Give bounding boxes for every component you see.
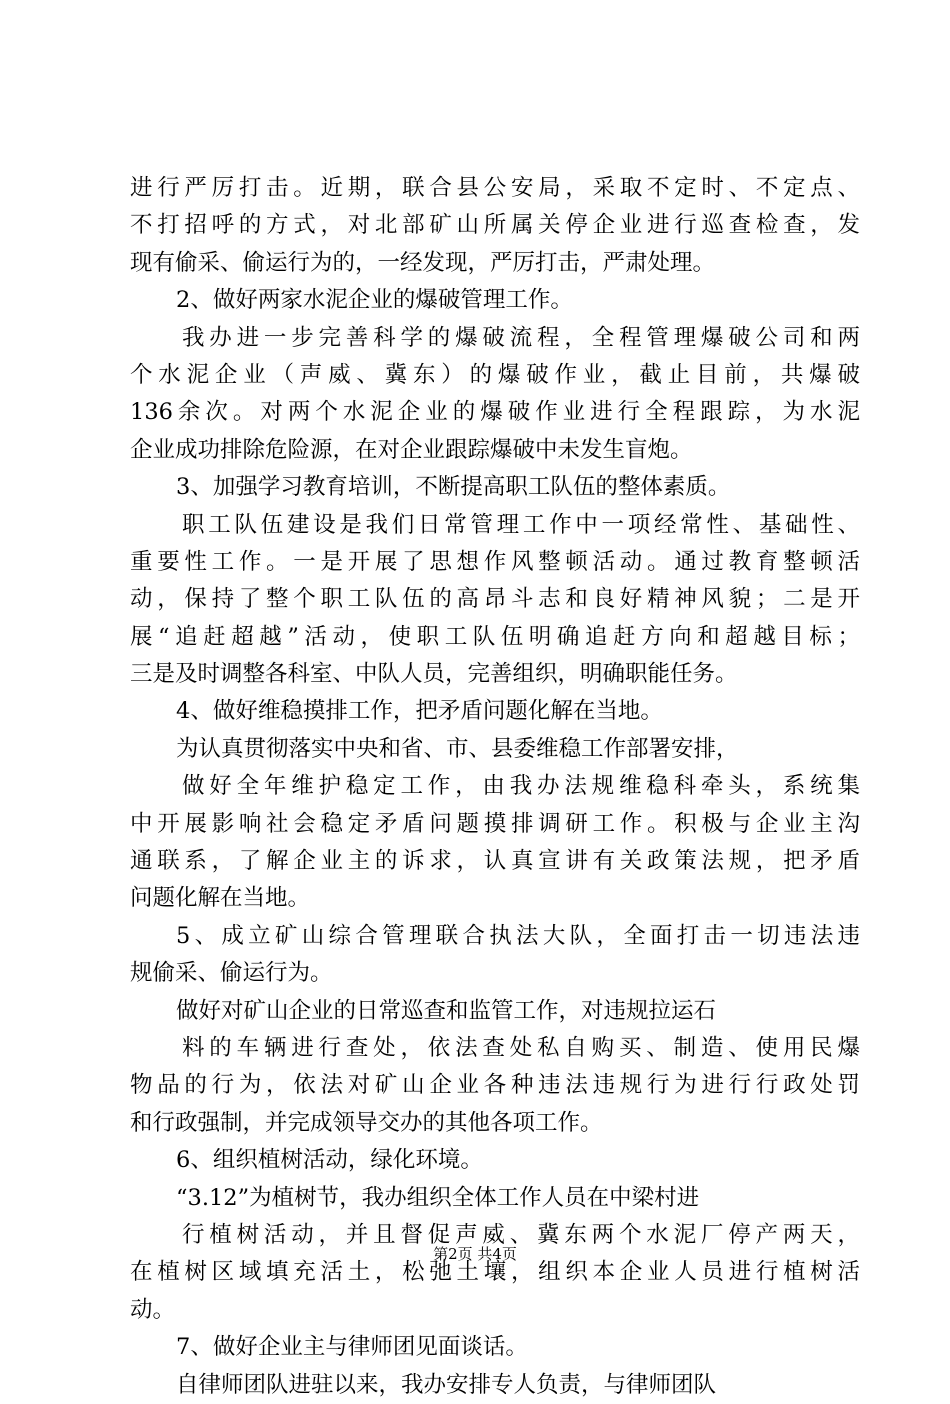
section-heading: 3、加强学习教育培训，不断提高职工队伍的整体素质。 [176, 474, 731, 501]
text-line: 三是及时调整各科室、中队人员，完善组织，明确职能任务。 [130, 661, 738, 688]
text-line: 展“追赶超越”活动，使职工队伍明确追赶方向和超越目标； [130, 623, 860, 650]
section-heading: 7、做好企业主与律师团见面谈话。 [176, 1334, 528, 1361]
text-line: 进行严厉打击。近期，联合县公安局，采取不定时、不定点、 [130, 175, 860, 201]
text-line: 现有偷采、偷运行为的，一经发现，严厉打击，严肃处理。 [130, 249, 716, 276]
text-line: 行植树活动，并且督促声威、冀东两个水泥厂停产两天， [182, 1221, 860, 1248]
text-line: 料的车辆进行查处，依法查处私自购买、制造、使用民爆 [182, 1034, 860, 1061]
text-line: 做好对矿山企业的日常巡查和监管工作，对违规拉运石 [176, 997, 717, 1024]
text-line: 自律师团队进驻以来，我办安排专人负责，与律师团队 [176, 1371, 717, 1398]
text-line: 重要性工作。一是开展了思想作风整顿活动。通过教育整顿活 [130, 548, 860, 575]
text-line: 通联系，了解企业主的诉求，认真宣讲有关政策法规，把矛盾 [130, 848, 860, 875]
section-heading: 规偷采、偷运行为。 [130, 960, 333, 987]
text-line: 我办进一步完善科学的爆破流程，全程管理爆破公司和两 [182, 324, 860, 351]
text-line: 企业成功排除危险源，在对企业跟踪爆破中未发生盲炮。 [130, 436, 693, 463]
text-line: 职工队伍建设是我们日常管理工作中一项经常性、基础性、 [182, 511, 860, 538]
text-line: 136余次。对两个水泥企业的爆破作业进行全程跟踪，为水泥 [130, 399, 860, 426]
text-line: 不打招呼的方式，对北部矿山所属关停企业进行巡查检查，发 [130, 212, 860, 239]
page-number: 第2页 共4页 [433, 1245, 517, 1263]
text-line: 动。 [130, 1296, 176, 1323]
text-line: 在植树区域填充活土，松弛土壤，组织本企业人员进行植树活 [130, 1259, 860, 1286]
text-line: 问题化解在当地。 [130, 885, 311, 912]
text-line: 个水泥企业（声威、冀东）的爆破作业，截止目前，共爆破 [130, 361, 860, 388]
section-heading: 2、做好两家水泥企业的爆破管理工作。 [176, 287, 573, 314]
text-line: “3.12”为植树节，我办组织全体工作人员在中梁村进 [176, 1184, 700, 1211]
text-line: 动，保持了整个职工队伍的高昂斗志和良好精神风貌；二是开 [130, 586, 860, 613]
section-heading: 5、成立矿山综合管理联合执法大队，全面打击一切违法违 [176, 922, 860, 949]
text-line: 为认真贯彻落实中央和省、市、县委维稳工作部署安排， [176, 735, 739, 762]
text-line: 物品的行为，依法对矿山企业各种违法违规行为进行行政处罚 [130, 1072, 860, 1099]
body-text [130, 170, 860, 1404]
text-line: 和行政强制，并完成领导交办的其他各项工作。 [130, 1109, 603, 1136]
text-line: 中开展影响社会稳定矛盾问题摸排调研工作。积极与企业主沟 [130, 810, 860, 837]
text-line: 做好全年维护稳定工作，由我办法规维稳科牵头，系统集 [182, 773, 860, 800]
section-heading: 6、组织植树活动，绿化环境。 [176, 1147, 483, 1174]
section-heading: 4、做好维稳摸排工作，把矛盾问题化解在当地。 [176, 698, 663, 725]
